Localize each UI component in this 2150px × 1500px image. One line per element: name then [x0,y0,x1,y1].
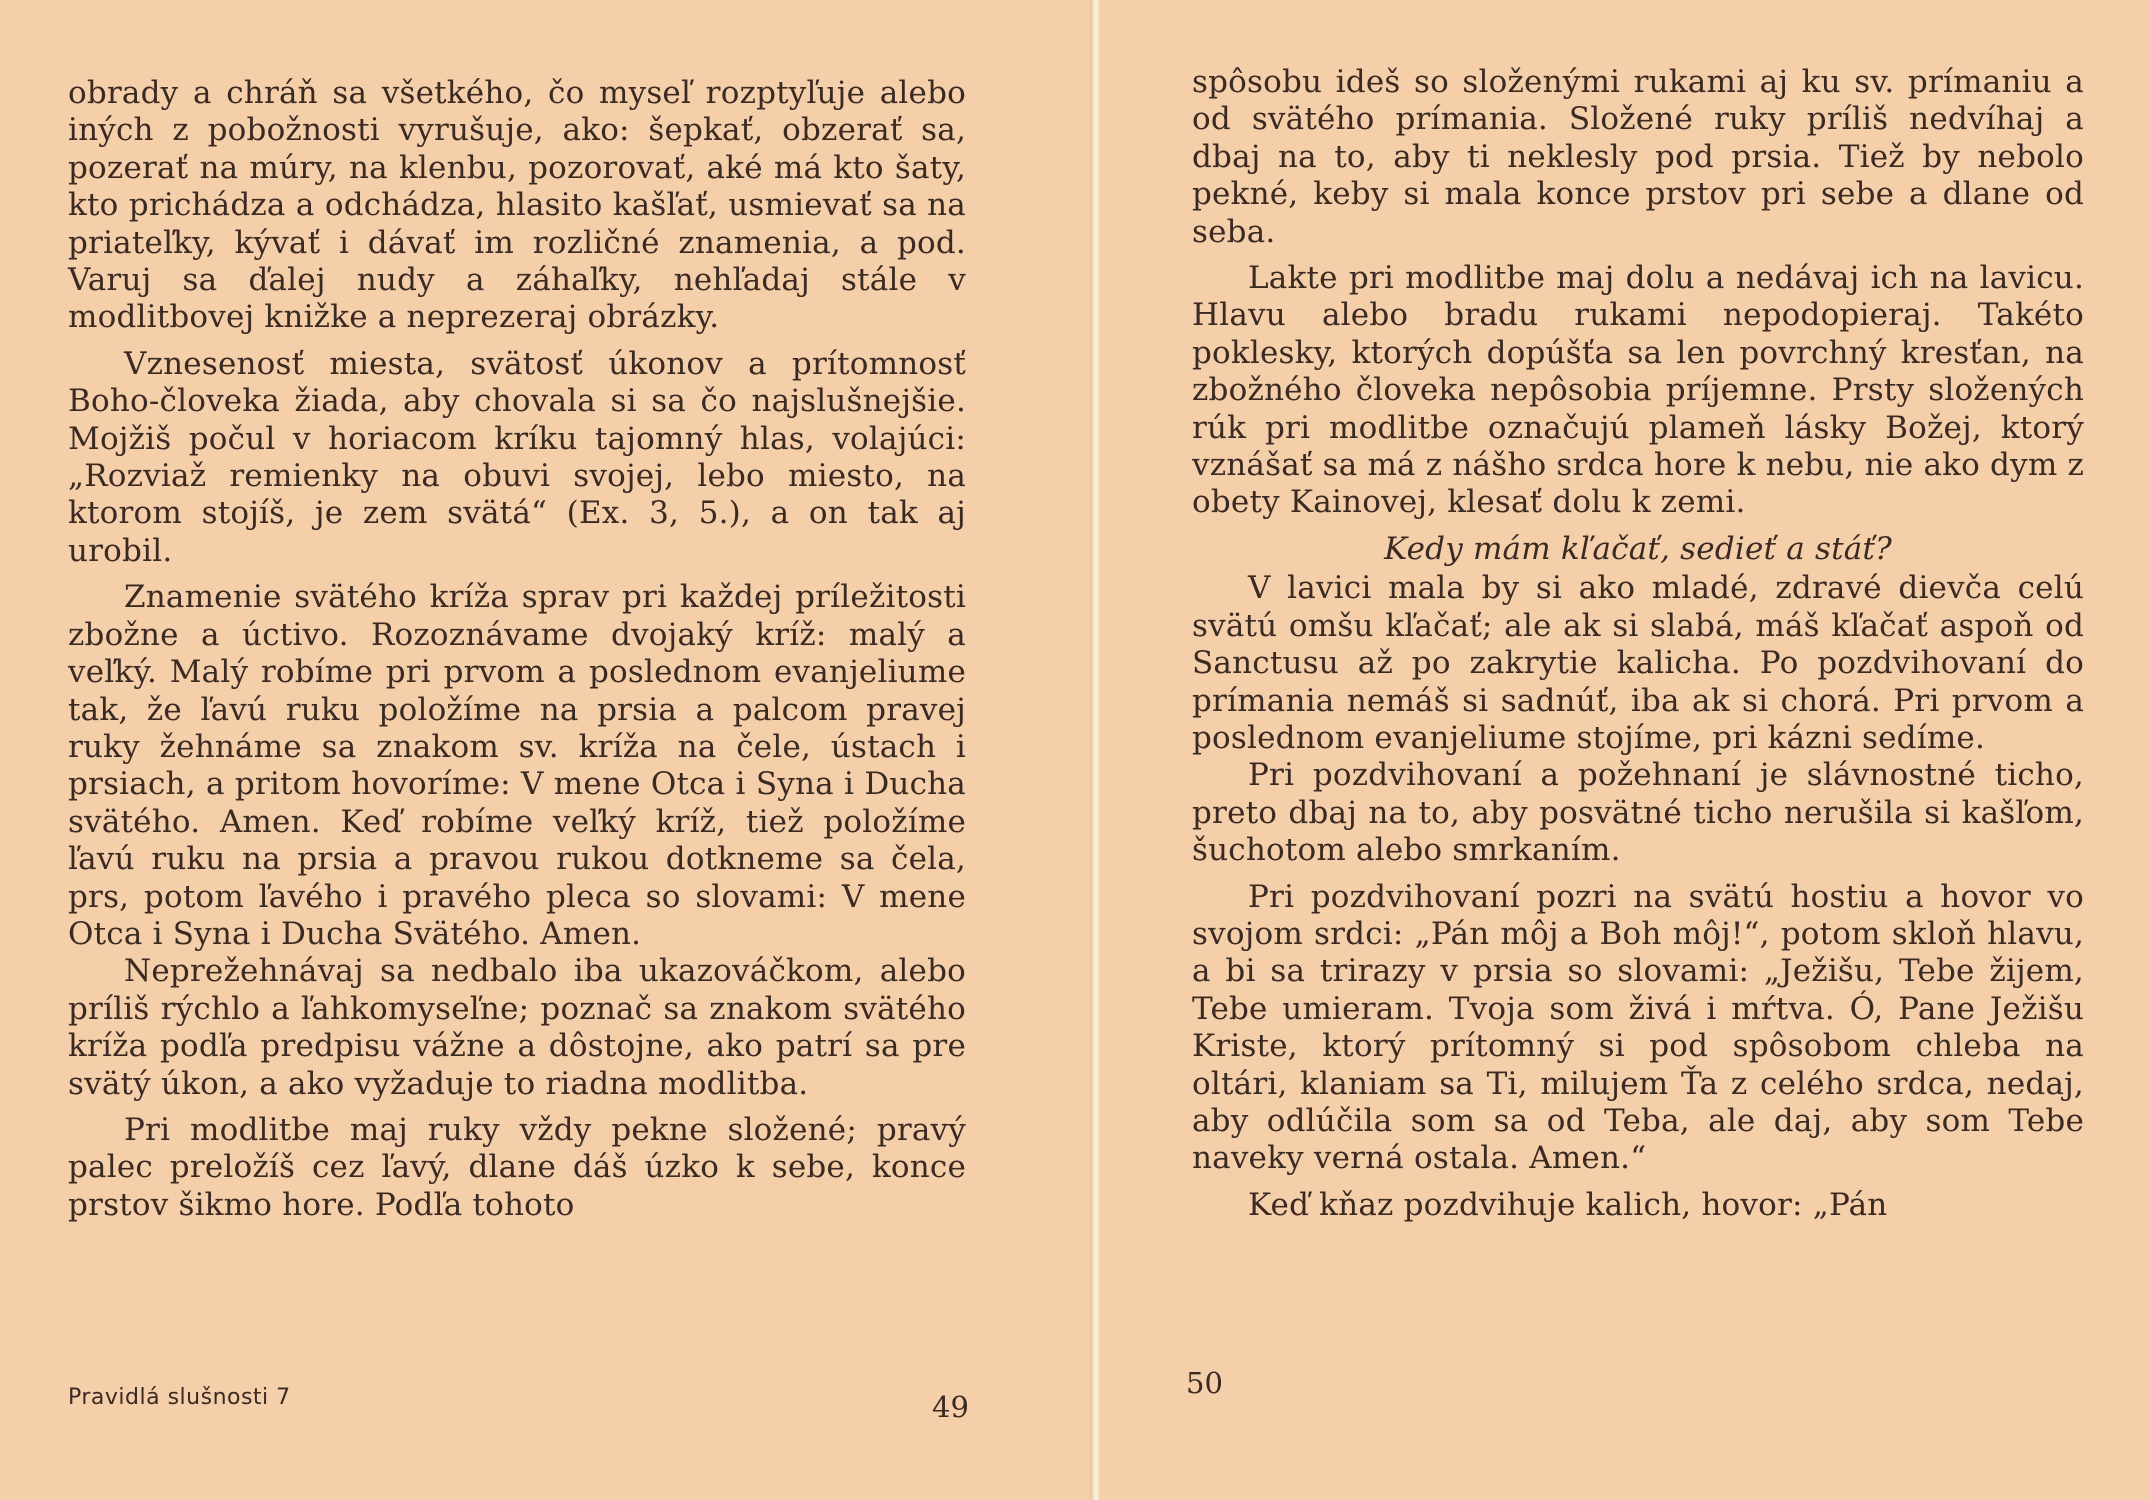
paragraph: obrady a chráň sa všetkého, čo myseľ rozptyľuje alebo iných z pobožnosti vyrušuje, ako: šepkať, obzerať sa, pozerať na múry, na klenbu, pozorovať, aké má kto šaty, kto prichádza a odchádza, hlasito kašľať, usmievať sa na priateľky, kývať i dávať im rozličné znamenia, a pod. Varuj sa ďalej nudy a záhaľky, nehľadaj stále v modlitbovej knižke a neprezeraj obrázky. [68,75,966,336]
section-heading: Kedy mám kľačať, sedieť a stáť? [1384,530,1892,567]
paragraph: Lakte pri modlitbe maj dolu a nedávaj ich na lavicu. Hlavu alebo bradu rukami nepodopieraj. Takéto poklesky, ktorých dopúšťa sa len povrchný kresťan, na zbožného človeka nepôsobia príjemne. Prsty složených rúk pri modlitbe označujú plameň lásky Božej, ktorý vznášať sa má z nášho srdca hore k nebu, nie ako dym z obety Kainovej, klesať dolu k zemi. [1192,260,2084,521]
paragraph: Pri pozdvihovaní pozri na svätú hostiu a hovor vo svojom srdci: „Pán môj a Boh môj!“, potom skloň hlavu, a bi sa trirazy v prsia so slovami: „Ježišu, Tebe žijem, Tebe umieram. Tvoja som živá i mŕtva. Ó, Pane Ježišu Kriste, ktorý prítomný si pod spôsobom chleba na oltári, klaniam sa Ti, milujem Ťa z celého srdca, nedaj, aby odlúčila som sa od Teba, ale daj, aby som Tebe naveky verná ostala. Amen.“ [1192,878,2084,1177]
paragraph: Vznesenosť miesta, svätosť úkonov a prítomnosť Boho-človeka žiada, aby chovala si sa čo najslušnejšie. Mojžiš počul v horiacom kríku tajomný hlas, volajúci: „Rozviaž remienky na obuvi svojej, lebo miesto, na ktorom stojíš, je zem svätá“ (Ex. 3, 5.), a on tak aj urobil. [68,345,966,569]
paragraph: Znamenie svätého kríža sprav pri každej príležitosti zbožne a úctivo. Rozoznávame dvojaký kríž: malý a veľký. Malý robíme pri prvom a poslednom evanjeliume tak, že ľavú ruku položíme na prsia a palcom pravej ruky žehnáme sa znakom sv. kríža na čele, ústach i prsiach, a pritom hovoríme: V mene Otca i Syna i Ducha svätého. Amen. Keď robíme veľký kríž, tiež položíme ľavú ruku na prsia a pravou rukou dotkneme sa čela, prs, potom ľavého i pravého pleca so slovami: V mene Otca i Syna i Ducha Svätého. Amen. [68,579,966,952]
page-number: 50 [1186,1366,1223,1400]
paragraph: V lavici mala by si ako mladé, zdravé dievča celú svätú omšu kľačať; ale ak si slabá, máš kľačať aspoň od Sanctusu až po zakrytie kalicha. Po pozdvihovaní do prímania nemáš si sadnúť, iba ak si chorá. Pri prvom a poslednom evanjeliume stojíme, pri kázni sedíme. [1192,570,2084,756]
paragraph: Keď kňaz pozdvihuje kalich, hovor: „Pán [1248,1186,1888,1223]
paragraph: Neprežehnávaj sa nedbalo iba ukazováčkom, alebo príliš rýchlo a ľahkomyseľne; poznač sa znakom svätého kríža podľa predpisu vážne a dôstojne, ako patrí sa pre svätý úkon, a ako vyžaduje to riadna modlitba. [68,953,966,1102]
right-page-text [1192,64,2084,1233]
left-page-text [68,75,966,1233]
page-number: 49 [932,1390,969,1424]
paragraph: spôsobu ideš so složenými rukami aj ku sv. prímaniu a od svätého prímania. Složené ruky príliš nedvíhaj a dbaj na to, aby ti neklesly pod prsia. Tiež by nebolo pekné, keby si mala konce prstov pri sebe a dlane od seba. [1192,64,2084,250]
paragraph: Pri modlitbe maj ruky vždy pekne složené; pravý palec preložíš cez ľavý, dlane dáš úzko k sebe, konce prstov šikmo hore. Podľa tohoto [68,1111,966,1223]
right-page [1100,0,2150,1500]
printer-signature: Pravidlá slušnosti 7 [68,1385,291,1410]
paragraph: Pri pozdvihovaní a požehnaní je slávnostné ticho, preto dbaj na to, aby posvätné ticho nerušila si kašľom, šuchotom alebo smrkaním. [1192,757,2084,869]
